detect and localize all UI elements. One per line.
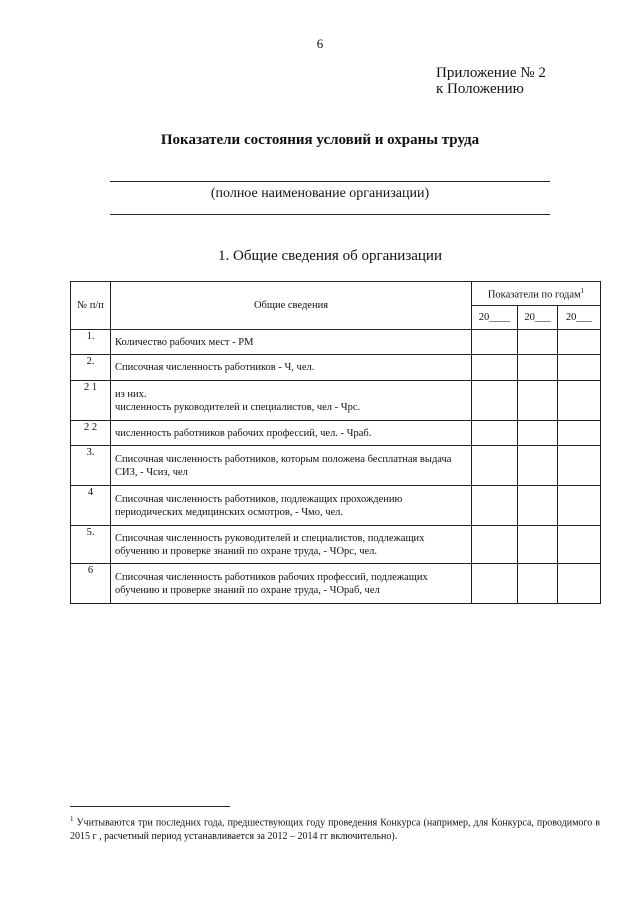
year-column-3: 20___ [558,306,601,330]
header-years-indicators [472,282,601,306]
footnote [70,812,600,844]
appendix-label [436,65,546,97]
value-cell [518,381,558,421]
header-row-number: № п/п [71,282,111,330]
value-cell [558,381,601,421]
row-number: 2. [71,355,111,381]
value-cell [472,421,518,446]
value-cell [518,446,558,486]
value-cell [518,355,558,381]
value-cell [472,526,518,564]
row-text: численность работников рабочих профессий, чел. - Чраб. [111,421,472,446]
row-text: Списочная численность работников рабочих профессий, подлежащих обучению и проверке знаний по охране труда, - ЧОраб, чел [111,564,472,604]
value-cell [558,355,601,381]
general-info-table [70,281,601,604]
value-cell [558,421,601,446]
org-name-line-bottom [110,214,550,215]
value-cell [472,486,518,526]
row-text: Списочная численность работников, подлежащих прохождению периодических медицинских осмотров, - Чмо, чел. [111,486,472,526]
value-cell [472,446,518,486]
table-row [71,355,601,381]
value-cell [518,330,558,355]
footnote-ref: 1 [580,287,585,296]
row-text: из них. численность руководителей и специалистов, чел - Чрс. [111,381,472,421]
row-text: Списочная численность работников, которым положена бесплатная выдача СИЗ, - Чсиз, чел [111,446,472,486]
row-number: 2 1 [71,381,111,421]
year-column-1: 20____ [472,306,518,330]
page-number: 6 [316,36,324,51]
row-number: 2 2 [71,421,111,446]
table-row [71,486,601,526]
row-number: 1. [71,330,111,355]
row-number: 3. [71,446,111,486]
value-cell [518,564,558,604]
table-row [71,564,601,604]
row-text: Списочная численность работников - Ч, чел. [111,355,472,381]
value-cell [558,526,601,564]
appendix-line-1: Приложение № 2 [436,65,546,81]
row-number: 5. [71,526,111,564]
footnote-text: Учитываются три последних года, предшествующих году проведения Конкурса (например, для Конкурса, проводимого в 2015 г , расчетный период устанавливается за 2012 – 2014 гг включительно). [70,817,600,843]
value-cell [518,486,558,526]
value-cell [518,421,558,446]
value-cell [472,330,518,355]
value-cell [558,330,601,355]
header-general-info: Общие сведения [111,282,472,330]
section-title: 1. Общие сведения об организации [218,248,442,264]
appendix-line-2: к Положению [436,81,524,97]
value-cell [472,381,518,421]
row-text: Списочная численность руководителей и специалистов, подлежащих обучению и проверке знаний по охране труда, - ЧОрс, чел. [111,526,472,564]
header-years-label: Показатели по годам [487,289,581,301]
table-row [71,421,601,446]
row-number: 6 [71,564,111,604]
table-row [71,526,601,564]
value-cell [558,486,601,526]
row-text: Количество рабочих мест - РМ [111,330,472,355]
value-cell [472,355,518,381]
value-cell [558,446,601,486]
value-cell [518,526,558,564]
org-name-line-top [110,181,550,182]
value-cell [472,564,518,604]
row-number: 4 [71,486,111,526]
value-cell [558,564,601,604]
document-title: Показатели состояния условий и охраны труда [160,132,480,148]
footnote-marker: 1 [70,815,74,823]
table-row [71,446,601,486]
table-row [71,330,601,355]
org-name-caption: (полное наименование организации) [210,186,430,201]
footnote-divider [70,806,230,807]
year-column-2: 20___ [518,306,558,330]
table-row [71,381,601,421]
